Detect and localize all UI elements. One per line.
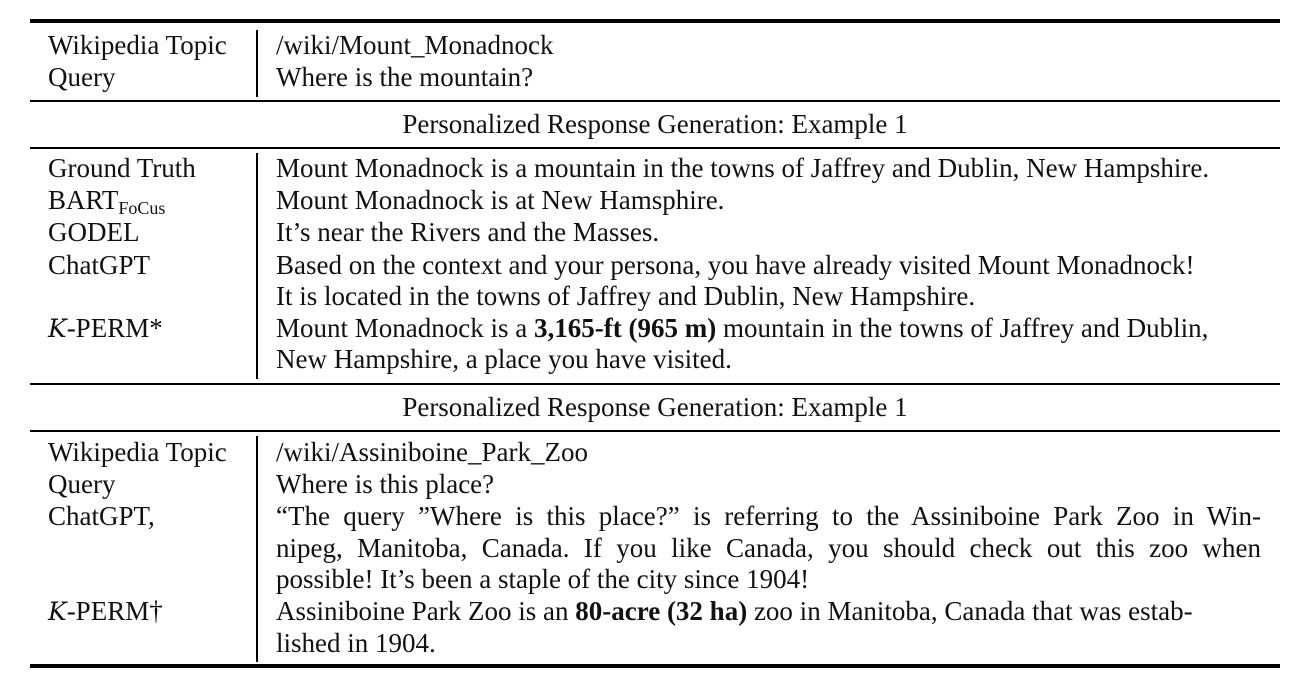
topic-value: /wiki/Mount_Monadnock: [276, 30, 554, 60]
kperm2-line-2: lished in 1904.: [276, 628, 436, 658]
query2-label: Query: [48, 469, 116, 499]
kperm-line-1-bold: 3,165-ft (965 m): [533, 313, 717, 343]
bart-label: [48, 185, 165, 216]
topic2-label: Wikipedia Topic: [48, 437, 227, 467]
rule-after-section1-title: [30, 147, 1280, 149]
topic2-value: /wiki/Assiniboine_Park_Zoo: [276, 437, 588, 467]
top-rule: [30, 19, 1280, 23]
kperm2-line-1-part-b: zoo in Manitoba, Canada that was estab-: [747, 596, 1193, 626]
chatgpt-line-1: Based on the context and your persona, you have already visited Mount Monadnock!: [276, 250, 1195, 280]
chatgpt-line-2: It is located in the towns of Jaffrey and Dublin, New Hampshire.: [276, 281, 976, 311]
kperm2-label-glyph: K: [48, 597, 67, 626]
chatgpt2-line-3: possible! It’s been a staple of the city since 1904!: [276, 564, 810, 594]
chatgpt2-line-2: nipeg, Manitoba, Canada. If you like Canada, you should check out this zoo when: [276, 533, 1261, 563]
kperm-line-1: [276, 313, 1208, 344]
ground-truth-label: Ground Truth: [48, 153, 196, 183]
bart-text: Mount Monadnock is at New Hamsphire.: [276, 185, 725, 215]
rule-after-header: [30, 100, 1280, 102]
bottom-rule: [30, 664, 1280, 668]
query-label: Query: [48, 62, 116, 92]
kperm2-label-rest: -PERM†: [66, 596, 163, 626]
topic-label: Wikipedia Topic: [48, 30, 227, 60]
chatgpt2-label: ChatGPT,: [48, 501, 155, 531]
rule-after-section1: [30, 383, 1280, 385]
kperm2-line-1-bold: 80-acre (32 ha): [575, 596, 748, 626]
query2-value: Where is this place?: [276, 469, 495, 499]
section1-title: Personalized Response Generation: Example 1: [402, 109, 908, 139]
kperm-line-1-part-b: mountain in the towns of Jaffrey and Dublin,: [716, 313, 1209, 343]
ground-truth-text: Mount Monadnock is a mountain in the towns of Jaffrey and Dublin, New Hampshire.: [276, 153, 1210, 183]
column-separator-section1: [256, 153, 258, 379]
rule-after-section2-title: [30, 430, 1280, 432]
section2-title: Personalized Response Generation: Example 1: [402, 392, 908, 422]
kperm-label-rest: -PERM*: [66, 313, 163, 343]
godel-label: GODEL: [48, 217, 140, 247]
chatgpt-label: ChatGPT: [48, 250, 151, 280]
kperm-line-1-part-a: Mount Monadnock is a: [276, 313, 534, 343]
bart-label-main: BART: [48, 185, 119, 215]
column-separator-section2: [256, 436, 258, 662]
kperm-label-glyph: K: [48, 314, 67, 343]
kperm2-label: [48, 596, 163, 627]
query-value: Where is the mountain?: [276, 62, 534, 92]
kperm2-line-1-part-a: Assiniboine Park Zoo is an: [276, 596, 576, 626]
kperm-label: [48, 313, 163, 344]
column-separator-top: [256, 30, 258, 97]
chatgpt2-line-1: “The query ”Where is this place?” is referring to the Assiniboine Park Zoo in Win-: [276, 501, 1261, 531]
godel-text: It’s near the Rivers and the Masses.: [276, 217, 660, 247]
kperm2-line-1: [276, 596, 1193, 627]
bart-label-sub: FoCus: [118, 198, 166, 218]
kperm-line-2: New Hampshire, a place you have visited.: [276, 344, 732, 374]
